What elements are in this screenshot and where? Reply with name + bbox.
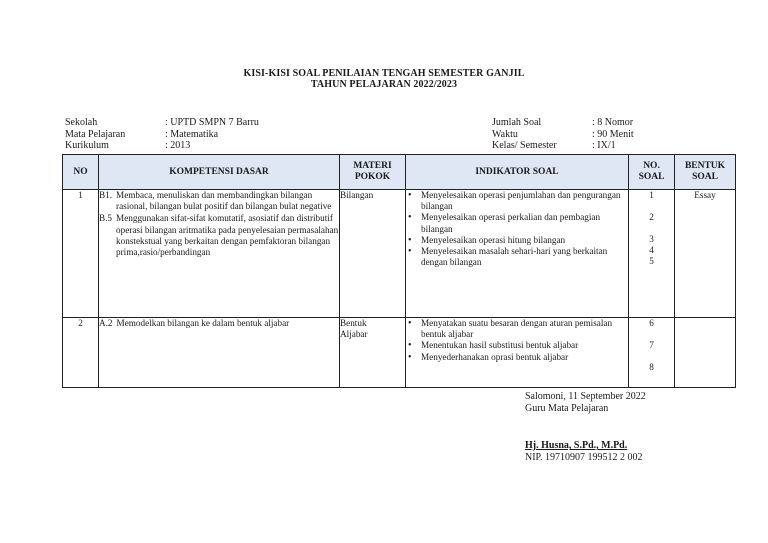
- indikator-item: • Menyatakan suatu besaran dengan aturan pemisalan bentuk aljabar: [406, 318, 628, 340]
- meta-label: Waktu: [492, 128, 518, 140]
- cell-indikator-soal: [406, 190, 629, 318]
- no-soal-number: 5: [649, 256, 654, 267]
- meta-label: Mata Pelajaran: [65, 128, 126, 140]
- meta-label: Kelas/ Semester: [492, 140, 557, 151]
- no-soal-number: 3: [649, 234, 654, 244]
- indikator-list: [406, 190, 628, 268]
- header-no-soal: [629, 155, 675, 190]
- document-subtitle: TAHUN PELAJARAN 2022/2023: [310, 79, 458, 90]
- header-materi-line1: MATERI: [353, 161, 392, 171]
- cell-no-soal: [629, 318, 675, 388]
- indikator-item: • Menentukan hasil substitusi bentuk aljabar: [406, 340, 628, 351]
- cell-no: 1: [63, 190, 99, 318]
- indikator-item: • Menyederhanakan oprasi bentuk aljabar: [406, 352, 628, 363]
- signature-place-date: Salomoni, 11 September 2022: [525, 391, 646, 402]
- indikator-item: • Menyelesaikan operasi perkalian dan pembagian bilangan: [406, 212, 628, 234]
- kd-code: B1.: [99, 190, 113, 200]
- header-no-soal-line2: SOAL: [638, 172, 665, 182]
- no-soal-number: 4: [649, 245, 654, 256]
- kisi-kisi-table: [62, 154, 736, 388]
- materi-line2: Aljabar: [340, 329, 368, 340]
- meta-label: Jumlah Soal: [492, 117, 542, 128]
- meta-value: : IX/1: [592, 140, 616, 151]
- cell-kompetensi-dasar: [99, 318, 340, 388]
- meta-value: : Matematika: [165, 128, 219, 140]
- signature-nip: NIP. 19710907 199512 2 002: [525, 452, 643, 463]
- meta-row-jumlah-soal: [492, 117, 634, 129]
- cell-indikator-soal: [406, 318, 629, 388]
- kd-item: [99, 190, 339, 212]
- cell-materi-pokok: [340, 318, 406, 388]
- table-row: [63, 318, 736, 388]
- header-bentuk-line1: BENTUK: [684, 161, 726, 171]
- header-no: NO: [63, 155, 99, 190]
- header-materi-line2: POKOK: [354, 172, 391, 182]
- no-soal-number: 8: [649, 362, 654, 372]
- kd-text: Menggunakan sifat-sifat komutatif, asosiatif dan distributif operasi bilangan aritmatika pada penyelesaian permasalahan konstekstual yang berkaitan dengan pemfaktoran bilangan prima,rasio/perbandingan: [116, 213, 339, 258]
- materi-line1: Bentuk: [340, 318, 367, 328]
- meta-left-block: [65, 117, 259, 152]
- table-row: [63, 190, 736, 318]
- header-bentuk-soal: [675, 155, 736, 190]
- indikator-item: • Menyelesaikan operasi hitung bilangan: [406, 235, 628, 246]
- meta-label: Kurikulum: [65, 140, 109, 151]
- kd-text: Memodelkan bilangan ke dalam bentuk aljabar: [116, 318, 290, 328]
- cell-bentuk-soal: Essay: [675, 190, 736, 318]
- header-indikator-soal: INDIKATOR SOAL: [406, 155, 629, 190]
- meta-row-mata-pelajaran: [65, 129, 259, 141]
- signature-role: Guru Mata Pelajaran: [525, 403, 609, 414]
- header-no-soal-line1: NO.: [643, 161, 660, 171]
- signature-name: Hj. Husna, S.Pd., M.Pd.: [525, 440, 628, 451]
- meta-value: : 90 Menit: [592, 128, 634, 140]
- meta-value: : 8 Nomor: [592, 117, 634, 128]
- signature-block: [525, 440, 643, 464]
- meta-row-waktu: [492, 129, 634, 141]
- table-header-row: [63, 155, 736, 190]
- no-soal-number: 6: [649, 318, 654, 328]
- indikator-item: • Menyelesaikan masalah sehari-hari yang berkaitan dengan bilangan: [406, 246, 628, 268]
- header-bentuk-line2: SOAL: [692, 172, 718, 182]
- kd-code: A.2: [99, 318, 113, 328]
- indikator-item: • Menyelesaikan operasi penjumlahan dan pengurangan bilangan: [406, 190, 628, 212]
- meta-label: Sekolah: [65, 117, 98, 128]
- cell-bentuk-soal: [675, 318, 736, 388]
- meta-right-block: [492, 117, 634, 152]
- no-soal-number: 1: [649, 190, 654, 200]
- cell-no-soal: [629, 190, 675, 318]
- cell-no: 2: [63, 318, 99, 388]
- meta-row-sekolah: [65, 117, 259, 129]
- header-materi-pokok: [340, 155, 406, 190]
- meta-row-kurikulum: [65, 140, 259, 152]
- indikator-list: [406, 318, 628, 363]
- signature-header: [525, 391, 646, 415]
- meta-row-kelas-semester: [492, 140, 634, 152]
- no-soal-number: 2: [649, 212, 654, 222]
- meta-value: : UPTD SMPN 7 Barru: [165, 117, 259, 128]
- document-title: KISI-KISI SOAL PENILAIAN TENGAH SEMESTER GANJIL: [243, 68, 525, 79]
- kd-item: [99, 213, 339, 258]
- kd-code: B.5: [99, 213, 113, 224]
- meta-value: : 2013: [165, 140, 191, 151]
- kd-item: [99, 318, 339, 329]
- cell-kompetensi-dasar: [99, 190, 340, 318]
- no-soal-number: 7: [649, 340, 654, 350]
- cell-materi-pokok: Bilangan: [340, 190, 406, 318]
- kd-text: Membaca, menuliskan dan membandingkan bilangan rasional, bilangan bulat positif dan bilangan bulat negative: [116, 190, 332, 212]
- header-kompetensi-dasar: KOMPETENSI DASAR: [99, 155, 340, 190]
